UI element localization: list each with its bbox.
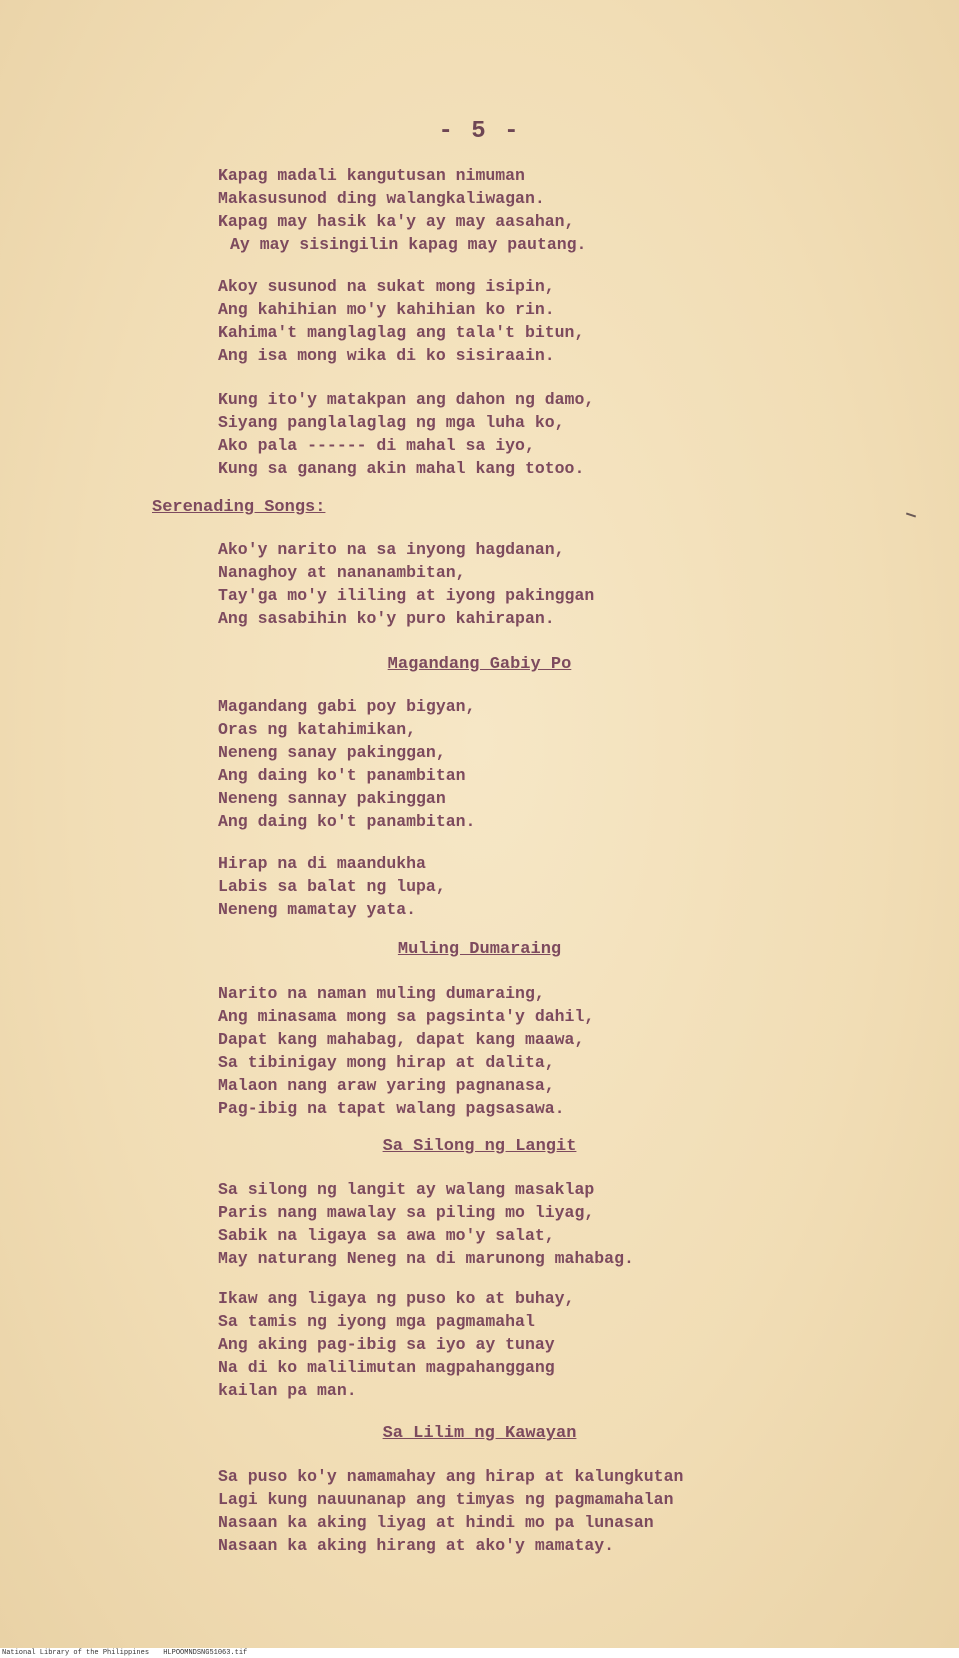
- verse-line: Oras ng katahimikan,: [218, 720, 417, 739]
- verse-line: Ang sasabihin ko'y puro kahirapan.: [218, 609, 555, 628]
- song-title: Sa Lilim ng Kawayan: [382, 1424, 577, 1443]
- verse-line: Malaon nang araw yaring pagnanasa,: [218, 1076, 555, 1095]
- stanza: [218, 1178, 634, 1270]
- verse-line: Ikaw ang ligaya ng puso ko at buhay,: [218, 1289, 575, 1308]
- verse-line: Ang daing ko't panambitan: [218, 766, 466, 785]
- verse-line: Kahima't manglaglag ang tala't bitun,: [218, 323, 585, 342]
- verse-line: Dapat kang mahabag, dapat kang maawa,: [218, 1030, 585, 1049]
- footer-source: National Library of the Philippines: [2, 1649, 150, 1657]
- verse-line: Nasaan ka aking hirang at ako'y mamatay.: [218, 1536, 615, 1555]
- verse-line: Nasaan ka aking liyag at hindi mo pa lunasan: [218, 1513, 654, 1532]
- stanza: [218, 538, 594, 630]
- stanza: [218, 852, 446, 921]
- verse-line: Paris nang mawalay sa piling mo liyag,: [218, 1203, 595, 1222]
- song-title: Magandang Gabiy Po: [387, 655, 572, 674]
- verse-line: Makasusunod ding walangkaliwagan.: [218, 189, 545, 208]
- verse-line: Pag-ibig na tapat walang pagsasawa.: [218, 1099, 565, 1118]
- verse-line: Na di ko malilimutan magpahanggang: [218, 1358, 555, 1377]
- verse-line: Narito na naman muling dumaraing,: [218, 984, 545, 1003]
- verse-line: Kung sa ganang akin mahal kang totoo.: [218, 459, 585, 478]
- verse-line: Ang minasama mong sa pagsinta'y dahil,: [218, 1007, 595, 1026]
- scan-footer: [0, 1648, 959, 1658]
- verse-line: May naturang Neneg na di marunong mahabag.: [218, 1249, 634, 1268]
- verse-line: Kapag may hasik ka'y ay may aasahan,: [218, 212, 575, 231]
- verse-line: Sa puso ko'y namamahay ang hirap at kalungkutan: [218, 1467, 684, 1486]
- stanza: [218, 388, 594, 480]
- verse-line: kailan pa man.: [218, 1381, 357, 1400]
- stanza: [218, 982, 594, 1120]
- verse-line: Kung ito'y matakpan ang dahon ng damo,: [218, 390, 595, 409]
- footer-file: HLPOOMNDSNG51063.tif: [163, 1649, 248, 1657]
- verse-line: Ang isa mong wika di ko sisiraain.: [218, 346, 555, 365]
- verse-line: Ako'y narito na sa inyong hagdanan,: [218, 540, 565, 559]
- stanza: [218, 164, 586, 256]
- verse-line: Lagi kung nauunanap ang timyas ng pagmamahalan: [218, 1490, 674, 1509]
- verse-line: Ang aking pag-ibig sa iyo ay tunay: [218, 1335, 555, 1354]
- verse-line: Magandang gabi poy bigyan,: [218, 697, 476, 716]
- stanza: [218, 695, 475, 833]
- song-title: Muling Dumaraing: [397, 940, 562, 959]
- verse-line: Labis sa balat ng lupa,: [218, 877, 446, 896]
- verse-line: Hirap na di maandukha: [218, 854, 426, 873]
- page-number: - 5 -: [438, 118, 521, 145]
- stanza: [218, 1287, 574, 1402]
- section-label: Serenading Songs:: [152, 498, 326, 517]
- verse-line: Ang daing ko't panambitan.: [218, 812, 476, 831]
- verse-line: Neneng mamatay yata.: [218, 900, 417, 919]
- stanza: [218, 275, 584, 367]
- verse-line: Sa tamis ng iyong mga pagmamahal: [218, 1312, 535, 1331]
- verse-line: Ang kahihian mo'y kahihian ko rin.: [218, 300, 555, 319]
- verse-line: Nanaghoy at nananambitan,: [218, 563, 466, 582]
- verse-line: Sabik na ligaya sa awa mo'y salat,: [218, 1226, 555, 1245]
- song-title: Sa Silong ng Langit: [382, 1137, 577, 1156]
- verse-line: Neneng sannay pakinggan: [218, 789, 446, 808]
- verse-line: Siyang panglalaglag ng mga luha ko,: [218, 413, 565, 432]
- pen-mark: [906, 513, 916, 518]
- verse-line: Tay'ga mo'y ililing at iyong pakinggan: [218, 586, 595, 605]
- verse-line: Sa silong ng langit ay walang masaklap: [218, 1180, 595, 1199]
- verse-line: Kapag madali kangutusan nimuman: [218, 166, 525, 185]
- verse-line: Neneng sanay pakinggan,: [218, 743, 446, 762]
- verse-line: Sa tibinigay mong hirap at dalita,: [218, 1053, 555, 1072]
- verse-line: Akoy susunod na sukat mong isipin,: [218, 277, 555, 296]
- verse-line: Ay may sisingilin kapag may pautang.: [230, 235, 587, 254]
- stanza: [218, 1465, 683, 1557]
- verse-line: Ako pala ------ di mahal sa iyo,: [218, 436, 535, 455]
